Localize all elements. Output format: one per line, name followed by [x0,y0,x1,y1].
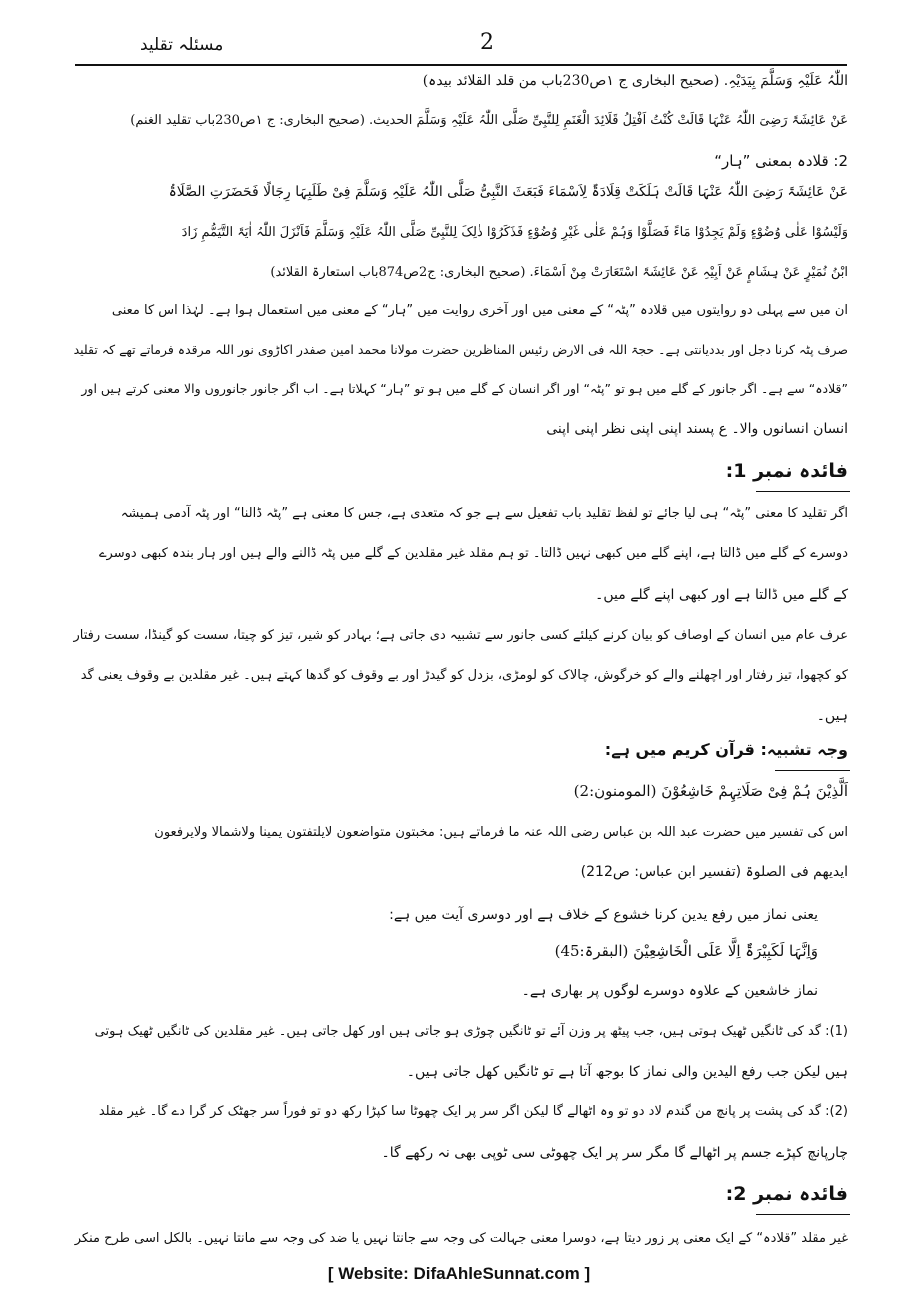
text-line-6: ابْنُ نُمَیْرٍ عَنْ ہِشَامٍ عَنْ اَبِیْہِ عَنْ عَائِشَۃَ اسْتَعَارَتْ مِنْ اَسْمَاءَ. (صحیح البخاری: ج2ص874باب استعارۃ القلائد) [270,265,848,280]
fatwa-heading-2-underline [756,1214,850,1215]
text-line-15: عرف عام میں انسان کے اوصاف کو بیان کرنے کیلئے کسی جانور سے تشبیہ دی جاتی ہے؛ بہادر کو شیر، تیز کو چیتا، سست کو گینڈا، سست رفتار [73,628,848,643]
text-line-1: اللّٰہُ عَلَیْہِ وَسَلَّمَ بِیَدَیْہِ. (صحیح البخاری ج ۱ص230باب من قلد القلائد بیدہ) [422,73,848,89]
fatwa-heading-1-underline [756,491,850,492]
text-line-13: دوسرے کے گلے میں ڈالتا ہے، اپنے گلے میں کبھی نہیں ڈالتا۔ تو ہم مقلد غیر مقلدین کے گلے میں پٹہ ڈالنے والے ہیں اور ہار بندہ کبھی دوسرے [98,546,848,561]
text-line-30: غیر مقلد ”قلادہ“ کے ایک معنی پر زور دیتا ہے، دوسرا معنی جہالت کی وجہ سے جانتا نہیں یا ضد کی وجہ سے مانتا نہیں۔ بالکل اسی طرح منکر [74,1231,848,1246]
website-footer: [ Website: DifaAhleSunnat.com ] [327,1264,591,1283]
point-2-line-1: (2): گد کی پشت پر پانچ من گندم لاد دو تو وہ اٹھالے گا لیکن اگر سر پر ایک چھوٹا سا کپڑا رکھ دو تو فوراً سر جھٹک کر گرا دے گا۔ غیر مقلد [98,1104,848,1119]
text-line-24: نماز خاشعین کے علاوہ دوسرے لوگوں پر بھاری ہے۔ [521,983,818,999]
text-line-8: صرف پٹہ کرنا دجل اور بددیانتی ہے۔ حجۃ اللہ فی الارض رئیس المناظرین حضرت مولانا محمد امین صفدر اکاڑوی نور اللہ مرقدہ فرماتے تھے کہ تقلید [73,342,848,357]
text-line-21: ایدیھم فی الصلوۃ (تفسیر ابن عباس: ص212) [580,864,848,880]
section-heading-2: 2: قلادہ بمعنی ”ہار“ [714,152,848,170]
text-line-5: وَلَیْسُوْا عَلٰی وُضُوْءٍ وَلَمْ یَجِدُوْا مَاءً فَصَلَّوْا وَہُمْ عَلٰی غَیْرِ وُضُوْءٍ فَذَکَرُوْا ذٰلِکَ لِلنَّبِیِّ صَلَّی اللّٰہُ عَلَیْہِ وَسَلَّمَ فَاَنْزَلَ اللّٰہُ اٰیَۃَ التَّیَمُّمِ زَادَ [181,225,848,240]
quran-verse-1: اَلَّذِیْنَ ہُمْ فِیْ صَلَاتِہِمْ خَاشِعُوْنَ (المومنون:2) [573,782,848,800]
text-line-17: ہیں۔ [816,708,848,724]
quran-verse-2: وَاِنَّہَا لَکَبِیْرَۃٌ اِلَّا عَلَی الْخَاشِعِیْنَ (البقرۃ:45) [554,942,818,960]
text-line-2: عَنْ عَائِشَۃَ رَضِیَ اللّٰہُ عَنْہَا قَالَتْ کُنْتُ اَفْتِلُ قَلَائِدَ الْغَنَمِ لِلنَّبِیِّ صَلَّی اللّٰہُ عَلَیْہِ وَسَلَّمَ الحدیث. (صحیح البخاری: ج ۱ص230باب تقلید الغنم) [130,113,848,128]
text-line-4: عَنْ عَائِشَۃَ رَضِیَ اللّٰہُ عَنْہَا قَالَتْ ہَلَکَتْ قِلَادَۃٌ لِاَسْمَاءَ فَبَعَثَ النَّبِیُّ صَلَّی اللّٰہُ عَلَیْہِ وَسَلَّمَ فِیْ طَلَبِہَا رِجَالًا فَحَضَرَتِ الصَّلَاۃُ [168,184,848,200]
header-rule [75,64,847,66]
text-line-10: انسان انسانوں والا۔ ع پسند اپنی اپنی نظر اپنی اپنی [546,421,848,437]
fatwa-heading-2: فائدہ نمبر 2: [725,1183,848,1205]
wajh-tashbih-underline [775,770,850,771]
point-1-line-2: ہیں لیکن جب رفع الیدین والی نماز کا بوجھ آتا ہے تو ٹانگیں کھل جاتی ہیں۔ [406,1064,848,1080]
text-line-7: ان میں سے پہلی دو روایتوں میں قلادہ ”پٹہ“ کے معنی میں اور آخری روایت میں ”ہار“ کے معنی میں استعمال ہوا ہے۔ لہٰذا اس کا معنی [111,303,848,318]
text-line-16: کو کچھوا، تیز رفتار اور اچھلنے والے کو خرگوش، چالاک کو لومڑی، بزدل کو گیدڑ اور بے وقوف کو گدھا کہتے ہیں۔ غیر مقلدین بے وقوف یعنی گد [80,668,848,683]
text-line-9: ”قلادہ“ سے ہے۔ اگر جانور کے گلے میں ہو تو ”پٹہ“ اور اگر انسان کے گلے میں ہو تو ”ہار“ کہلاتا ہے۔ اب اگر جانور جانوروں والا معنی کرتے ہیں اور [81,381,848,396]
point-2-line-2: چارپانچ کپڑے جسم پر اٹھالے گا مگر سر پر ایک چھوٹی سی ٹوپی بھی نہ رکھے گا۔ [381,1145,848,1161]
text-line-22: یعنی نماز میں رفع یدین کرنا خشوع کے خلاف ہے اور دوسری آیت میں ہے: [389,907,818,923]
text-line-14: کے گلے میں ڈالتا ہے اور کبھی اپنے گلے میں۔ [595,587,848,603]
wajh-tashbih-heading: وجہ تشبیہ: قرآن کریم میں ہے: [604,740,848,759]
point-1-line-1: (1): گد کی ٹانگیں ٹھیک ہوتی ہیں، جب پیٹھ پر وزن آئے تو ٹانگیں چوڑی ہو جاتی ہیں اور کھل جاتی ہیں۔ غیر مقلدین کی ٹانگیں ٹھیک ہوتی [94,1024,848,1039]
text-line-20: اس کی تفسیر میں حضرت عبد اللہ بن عباس رضی اللہ عنہ ما فرماتے ہیں: مخبتون متواضعون لایلتفتون یمینا ولاشمالا ولایرفعون [154,825,848,840]
page-number: 2 [480,30,494,55]
running-title: مسئلہ تقلید [140,35,224,55]
fatwa-heading-1: فائدہ نمبر 1: [725,460,848,482]
text-line-12: اگر تقلید کا معنی ”پٹہ“ ہی لیا جائے تو لفظ تقلید باب تفعیل سے ہے جو کہ متعدی ہے، جس کا معنی ہے ”پٹہ ڈالنا“ اور پٹہ آدمی ہمیشہ [120,506,848,521]
